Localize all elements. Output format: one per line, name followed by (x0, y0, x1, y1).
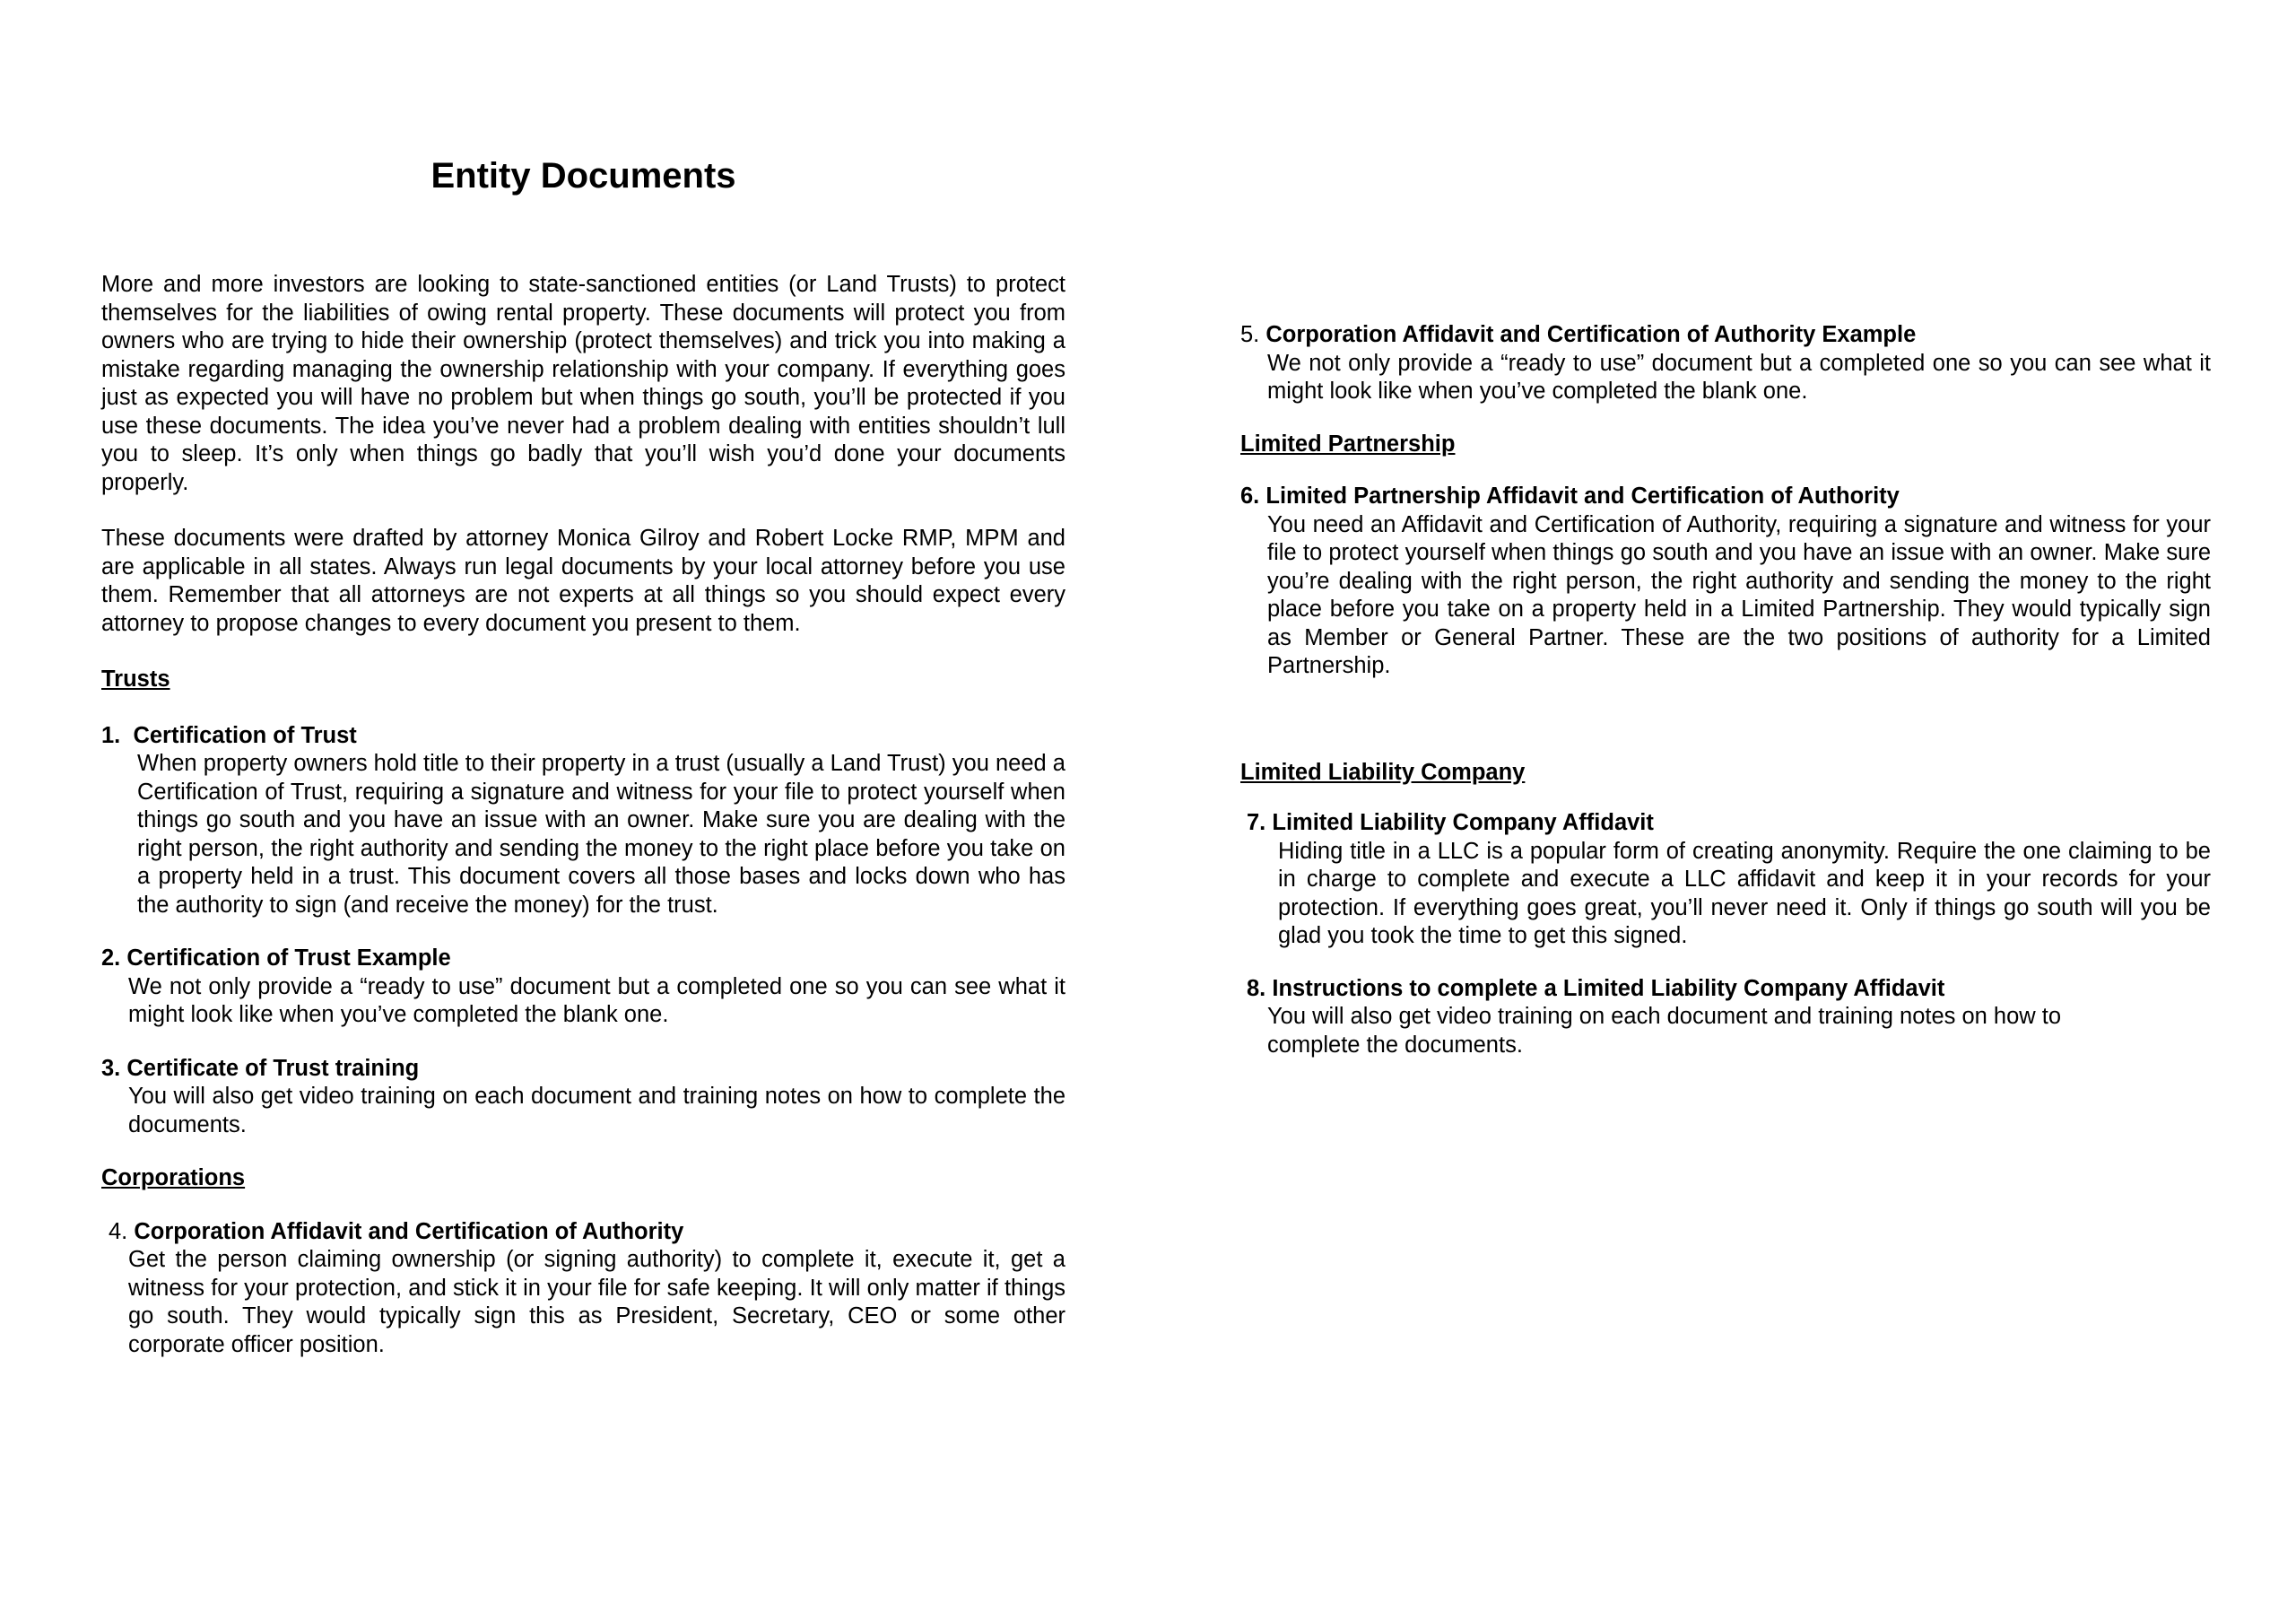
item-title: Certification of Trust Example (126, 945, 451, 971)
intro-paragraph-2: These documents were drafted by attorney Monica Gilroy and Robert Locke RMP, MPM and are applicable in all states. Always run legal documents by your local attorney before you use them. Remember that all attorneys are not experts at all things so you should expect every attorney to propose changes to every document you present to them. (101, 526, 1065, 636)
item-body: We not only provide a “ready to use” document but a completed one so you can see what it might look like when you’ve completed the blank one. (1267, 350, 2211, 404)
item-title: Limited Partnership Affidavit and Certification of Authority (1265, 484, 1900, 509)
list-item (1240, 975, 2211, 1060)
item-title: Certification of Trust (133, 722, 357, 748)
item-body: You will also get video training on each document and training notes on how to complete the documents. (1267, 1004, 2062, 1058)
item-heading (101, 1055, 1065, 1084)
item-number: 4. (109, 1218, 128, 1244)
page-title: Entity Documents (430, 156, 736, 196)
item-number: 2. (101, 945, 121, 971)
item-heading (1240, 809, 2211, 838)
list-item (1240, 483, 2211, 681)
item-title: Corporation Affidavit and Certification of Authority (134, 1218, 684, 1244)
item-body: You will also get video training on each document and training notes on how to complete the documents. (128, 1084, 1065, 1137)
item-heading (1240, 321, 2211, 350)
item-heading (101, 722, 1065, 751)
item-heading (1240, 975, 2211, 1004)
list-item (101, 1055, 1065, 1140)
item-heading (101, 1218, 1065, 1247)
item-body: You need an Affidavit and Certification of Authority, requiring a signature and witness for your file to protect yourself when things go south and you have an issue with an owner. Make sure you’re dealing with the right person, the right authority and sending the money to the right place before you take on a property held in a Limited Partnership. They would typically sign as Member or General Partner. These are the two positions of authority for a Limited Partnership. (1267, 511, 2211, 678)
item-number: 7. (1247, 810, 1266, 835)
list-item (101, 945, 1065, 1030)
section-heading-limited-partnership: Limited Partnership (1240, 431, 1456, 457)
item-title: Instructions to complete a Limited Liability Company Affidavit (1272, 975, 1945, 1001)
intro-paragraph-1: More and more investors are looking to state-sanctioned entities (or Land Trusts) to protect themselves for the liabilities of owing rental property. These documents will protect you from owners who are trying to hide their ownership (protect themselves) and trick you into making a mistake regarding managing the ownership relationship with your company. If everything goes just as expected you will have no problem but when things go south, you’ll be protected if you use these documents. The idea you’ve never had a problem dealing with entities shouldn’t lull you to sleep. It’s only when things go badly that you’ll wish you’d done your documents properly. (101, 272, 1065, 495)
item-number: 8. (1247, 975, 1266, 1001)
right-column (1240, 321, 2211, 1059)
item-title: Certificate of Trust training (126, 1055, 420, 1081)
item-number: 1. (101, 722, 121, 748)
section-heading-trusts: Trusts (101, 666, 170, 692)
list-item (101, 1218, 1065, 1360)
list-item (1240, 321, 2211, 406)
left-column (101, 144, 1065, 1359)
item-number: 5. (1240, 322, 1260, 347)
section-heading-corporations: Corporations (101, 1165, 246, 1190)
list-item (101, 722, 1065, 920)
item-heading (1240, 483, 2211, 511)
item-body: We not only provide a “ready to use” document but a completed one so you can see what it might look like when you’ve completed the blank one. (128, 973, 1065, 1027)
list-item (1240, 809, 2211, 951)
item-number: 3. (101, 1055, 121, 1081)
section-heading-llc: Limited Liability Company (1240, 759, 1526, 785)
item-body: When property owners hold title to their property in a trust (usually a Land Trust) you need a Certification of Trust, requiring a signature and witness for your file to protect yourself when things go south and you have an issue with an owner. Make sure you are dealing with the right person, the right authority and sending the money to the right place before you take on a property held in a trust. This document covers all those bases and locks down who has the authority to sign (and receive the money) for the trust. (137, 751, 1065, 918)
item-body: Get the person claiming ownership (or signing authority) to complete it, execute it, get a witness for your protection, and stick it in your file for safe keeping. It will only matter if things go south. They would typically sign this as President, Secretary, CEO or some other corporate officer position. (128, 1247, 1065, 1357)
item-heading (101, 945, 1065, 973)
item-title: Limited Liability Company Affidavit (1272, 810, 1654, 835)
item-body: Hiding title in a LLC is a popular form of creating anonymity. Require the one claiming to be in charge to complete and execute a LLC affidavit and keep it in your records for your protection. If everything goes great, you’ll never need it. Only if things go south will you be glad you took the time to get this signed. (1278, 838, 2211, 948)
item-title: Corporation Affidavit and Certification of Authority Example (1265, 322, 1917, 347)
item-number: 6. (1240, 484, 1260, 509)
